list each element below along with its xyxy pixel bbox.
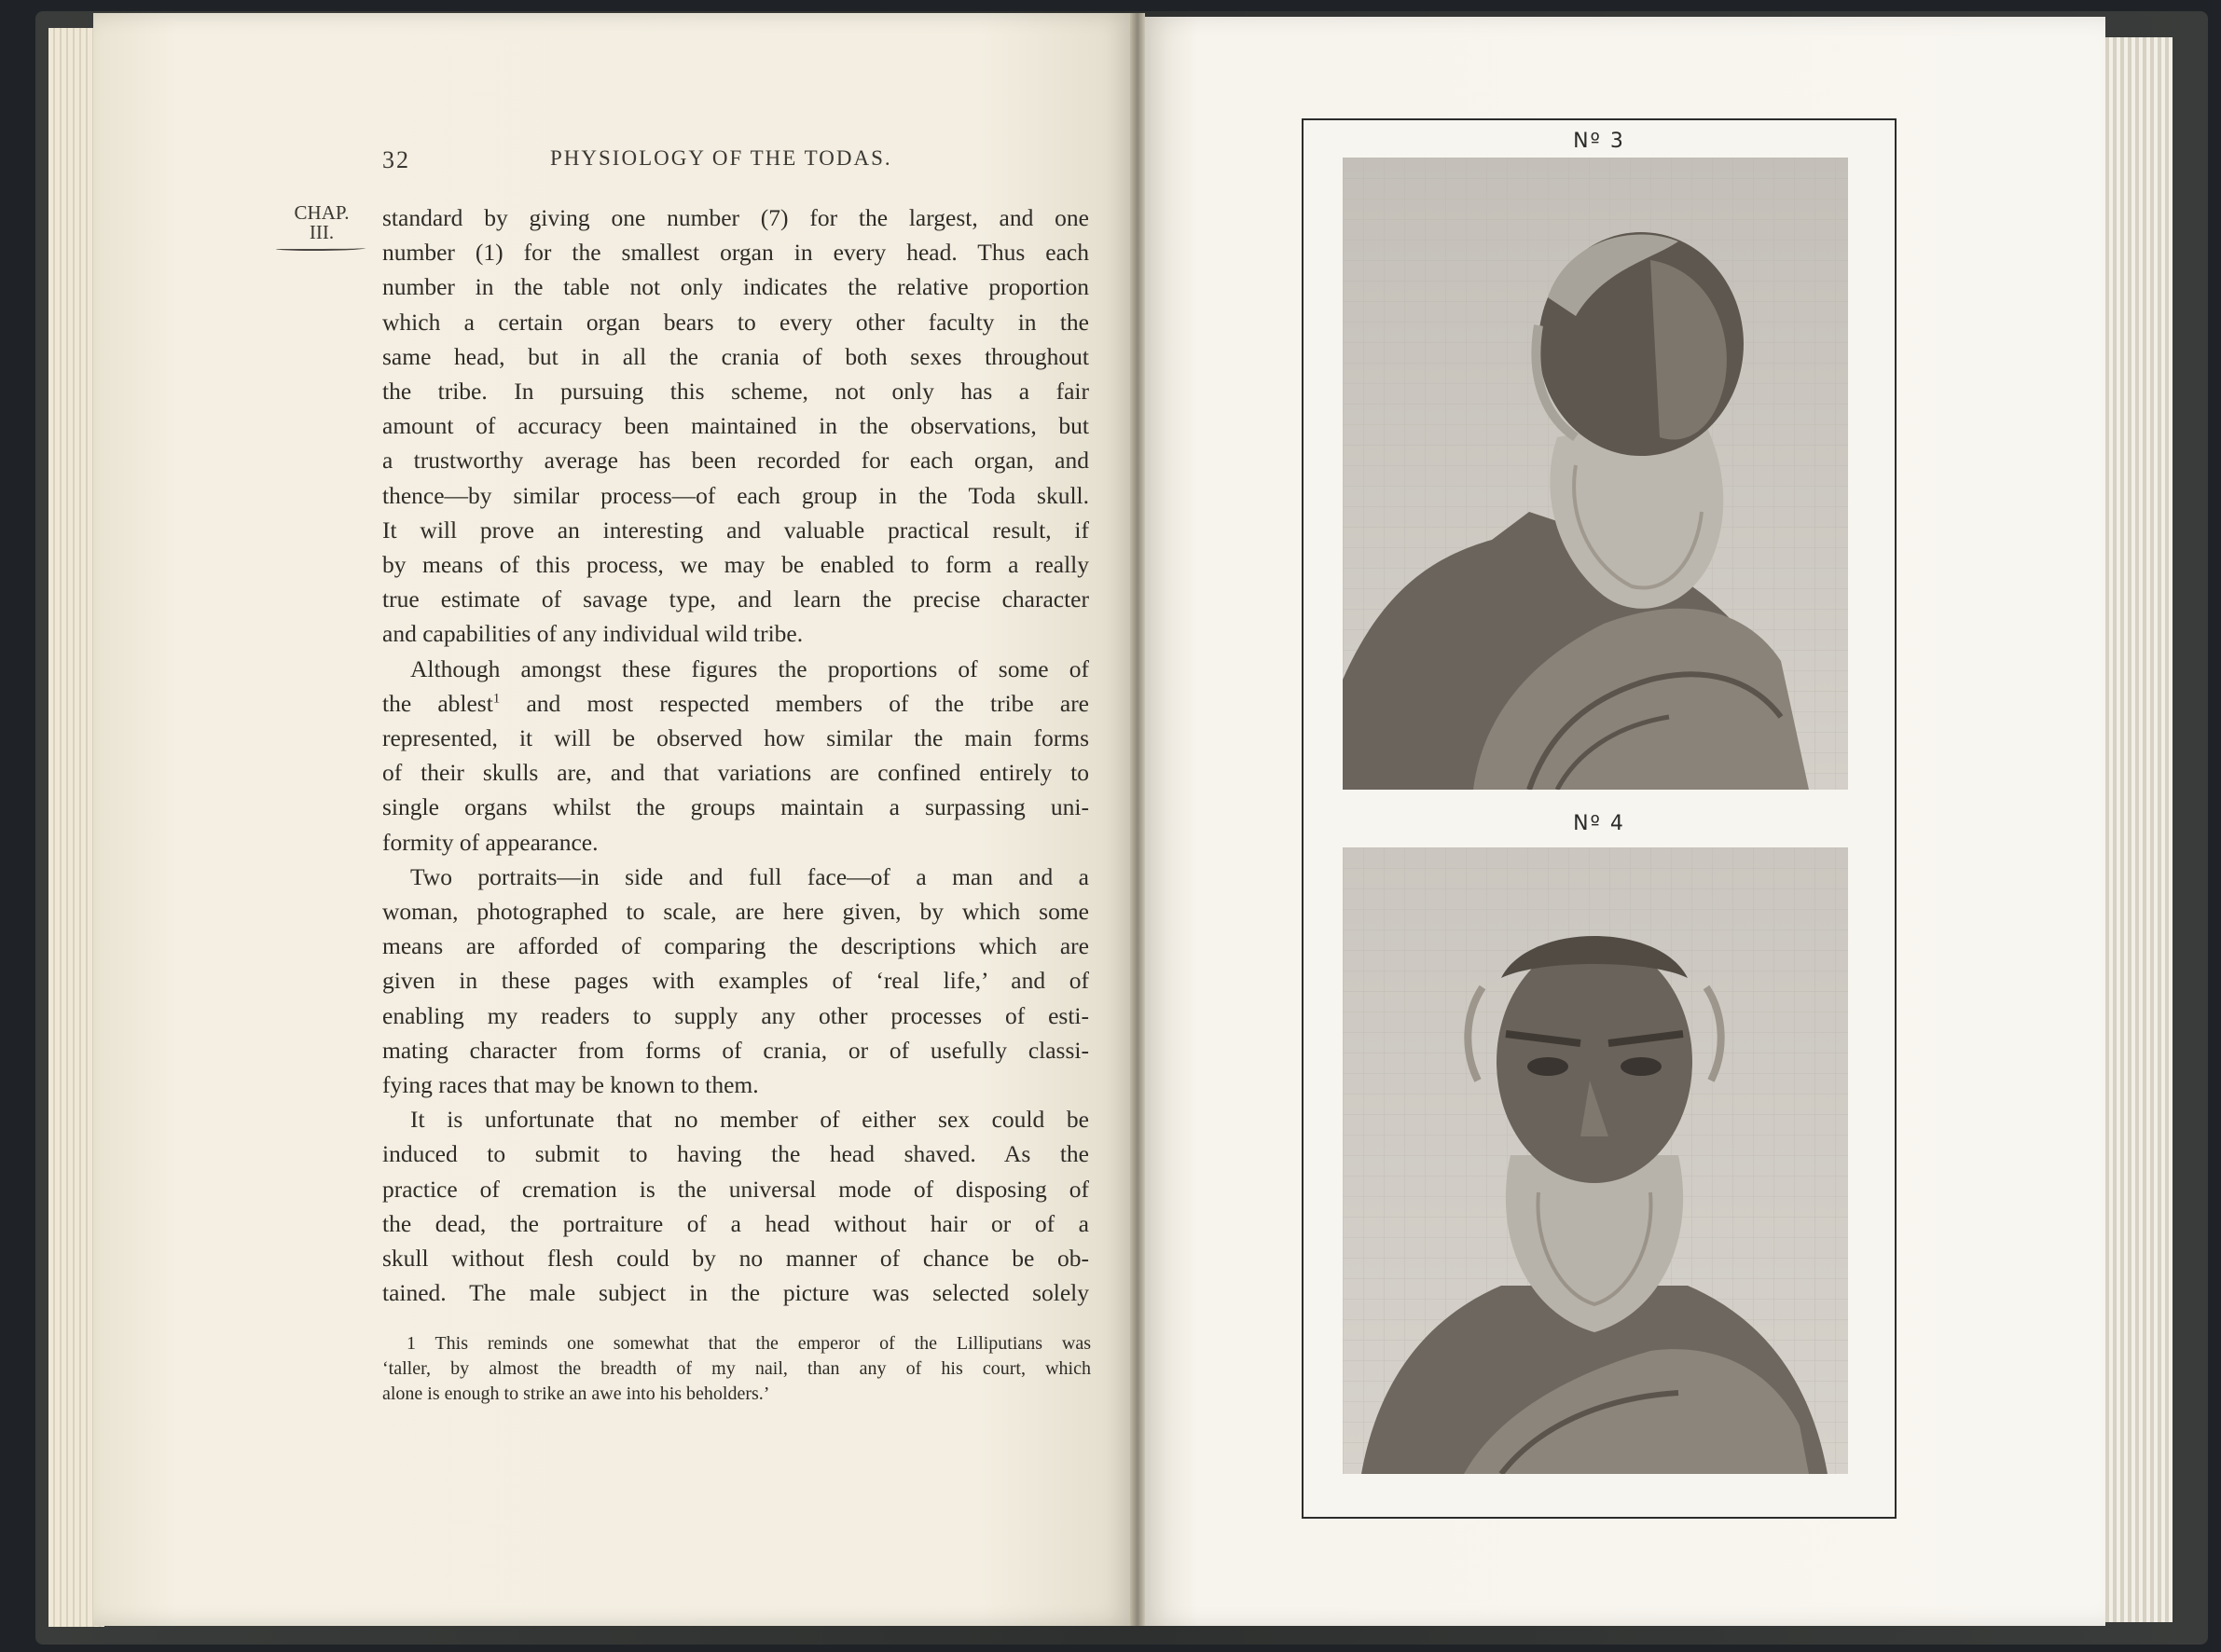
text-line: of their skulls are, and that variations are confined entirely to bbox=[382, 759, 1089, 787]
text-line: skull without flesh could by no manner of chance be ob- bbox=[382, 1245, 1089, 1273]
text-line: number in the table not only indicates the relative proportion bbox=[382, 273, 1089, 301]
text-line: fying races that may be known to them. bbox=[382, 1071, 759, 1099]
text-line: by means of this process, we may be enabled to form a really bbox=[382, 551, 1089, 579]
text-line: It is unfortunate that no member of either sex could be bbox=[410, 1106, 1089, 1134]
text-line: represented, it will be observed how similar the main forms bbox=[382, 724, 1089, 752]
text-line: and capabilities of any individual wild tribe. bbox=[382, 620, 804, 648]
plate-label-top: Nº 3 bbox=[1573, 130, 1625, 153]
chapter-marker bbox=[276, 203, 367, 242]
page-edges-right bbox=[2098, 37, 2173, 1622]
text-line: means are afforded of comparing the descriptions which are bbox=[382, 932, 1089, 960]
photo-plate bbox=[1302, 118, 1897, 1519]
text-line: thence—by similar process—of each group in the Toda skull. bbox=[382, 481, 1089, 509]
text-line: standard by giving one number (7) for the largest, and one bbox=[382, 204, 1089, 231]
text-line: formity of appearance. bbox=[382, 828, 599, 856]
text-line: the tribe. In pursuing this scheme, not only has a fair bbox=[382, 378, 1089, 406]
text-line: the dead, the portraiture of a head without hair or of a bbox=[382, 1209, 1089, 1237]
text-line: enabling my readers to supply any other processes of esti- bbox=[382, 1001, 1089, 1029]
text-line: amount of accuracy been maintained in the observations, but bbox=[382, 412, 1089, 440]
profile-portrait-photo bbox=[1343, 158, 1848, 790]
plate-label-bottom: Nº 4 bbox=[1573, 812, 1625, 835]
footnote-line bbox=[382, 1331, 1091, 1356]
text-fragment: and most respected members of the tribe are bbox=[526, 689, 1090, 717]
chapter-number: III. bbox=[309, 221, 335, 243]
text-line: It will prove an interesting and valuable practical result, if bbox=[382, 516, 1089, 544]
footnote-marker: 1 bbox=[407, 1333, 416, 1354]
footnote-text: This reminds one somewhat that the emperor of the Lilliputians was bbox=[435, 1333, 1091, 1354]
profile-portrait-image bbox=[1343, 158, 1848, 790]
text-line: Although amongst these figures the proportions of some of bbox=[410, 654, 1089, 682]
text-line: number (1) for the smallest organ in every head. Thus each bbox=[382, 239, 1089, 267]
text-line: single organs whilst the groups maintain a surpassing uni- bbox=[382, 793, 1089, 821]
text-line: mating character from forms of crania, or of usefully classi- bbox=[382, 1036, 1089, 1064]
text-line: a trustworthy average has been recorded for each organ, and bbox=[382, 447, 1089, 475]
text-line: which a certain organ bears to every other faculty in the bbox=[382, 308, 1089, 336]
body-text bbox=[382, 200, 1089, 1311]
text-line: tained. The male subject in the picture was selected solely bbox=[382, 1279, 1089, 1307]
footnote-line: ‘taller, by almost the breadth of my nail, than any of his court, which bbox=[382, 1358, 1091, 1379]
footnote bbox=[382, 1331, 1091, 1407]
text-line: given in these pages with examples of ‘real life,’ and of bbox=[382, 967, 1089, 995]
footnote-reference: 1 bbox=[492, 691, 501, 707]
text-line: woman, photographed to scale, are here given, by which some bbox=[382, 898, 1089, 926]
page-number: 32 bbox=[382, 146, 410, 173]
text-line: practice of cremation is the universal mode of disposing of bbox=[382, 1175, 1089, 1203]
chapter-label: CHAP. bbox=[294, 201, 350, 224]
text-line: induced to submit to having the head shaved. As the bbox=[382, 1140, 1089, 1168]
text-line: same head, but in all the crania of both sexes throughout bbox=[382, 342, 1089, 370]
footnote-line: alone is enough to strike an awe into his beholders.’ bbox=[382, 1384, 770, 1404]
frontal-portrait-image bbox=[1343, 847, 1848, 1474]
running-title: PHYSIOLOGY OF THE TODAS. bbox=[550, 146, 892, 170]
text-fragment: the ablest bbox=[382, 689, 493, 717]
frontal-portrait-photo bbox=[1343, 847, 1848, 1474]
text-line-with-footnote bbox=[382, 686, 1089, 721]
text-line: Two portraits—in side and full face—of a man and a bbox=[410, 862, 1089, 890]
book-gutter bbox=[1130, 13, 1145, 1626]
running-header bbox=[382, 146, 1091, 184]
text-line: true estimate of savage type, and learn the precise character bbox=[382, 585, 1089, 613]
